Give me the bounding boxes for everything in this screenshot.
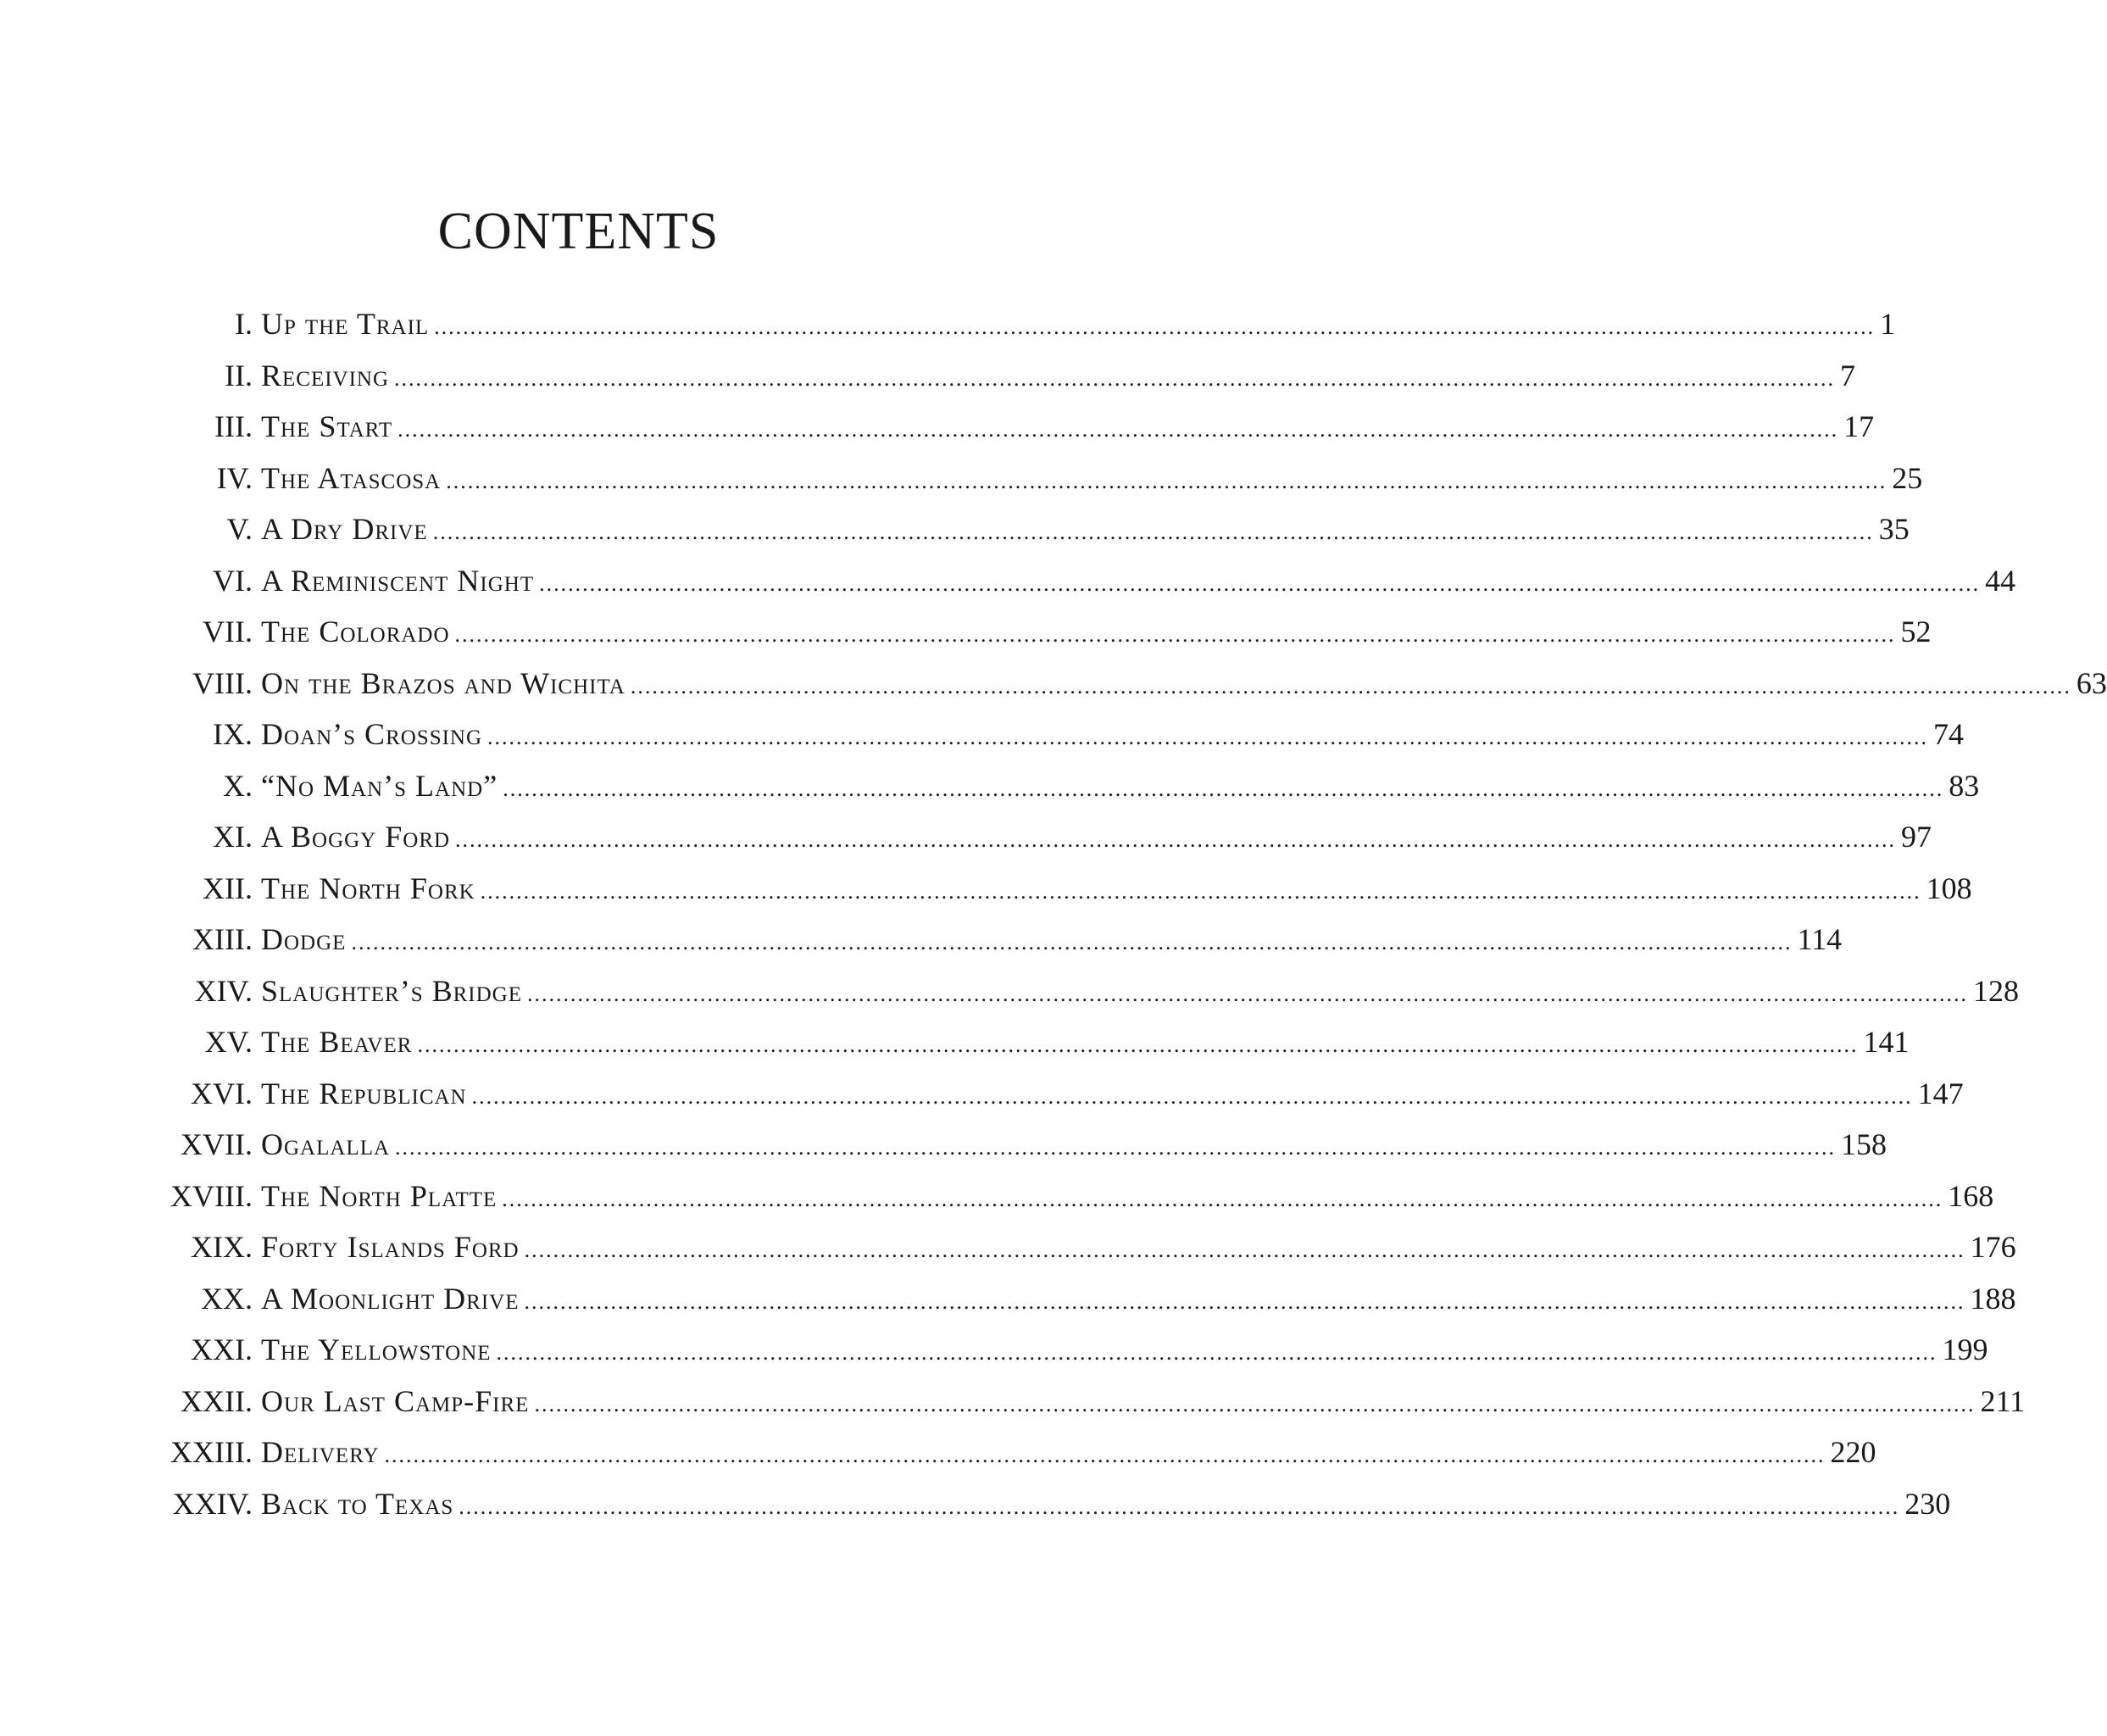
chapter-title: Delivery [261,1435,380,1469]
dot-leader: ........................................................................................................................................................................................................ [480,878,1921,904]
toc-entry-body [261,1432,1876,1476]
page-number: 44 [1985,563,2016,598]
chapter-numeral: XXI. [191,1333,253,1366]
chapter-numeral: X. [223,768,253,803]
chapter-numeral: VI. [213,563,253,598]
toc-entry-body [261,868,1972,912]
toc-entry [0,919,1843,971]
toc-entry [0,663,2107,715]
toc-entry [0,509,1910,560]
page-number: 1 [1880,307,1896,341]
dot-leader: ........................................................................................................................................................................................................ [434,314,1876,339]
dot-leader: ........................................................................................................................................................................................................ [397,417,1839,442]
chapter-title: Forty Islands Ford [261,1230,520,1264]
chapter-numeral: XVI. [191,1076,253,1110]
page-number: 128 [1973,973,2020,1008]
chapter-title: The Start [261,409,393,443]
toc-entry-body [261,406,1875,450]
chapter-numeral: XVIII. [170,1178,253,1213]
dot-leader: ........................................................................................................................................................................................................ [471,1083,1913,1109]
chapter-numeral: XX. [201,1281,253,1316]
toc-entry [0,714,1965,765]
chapter-title: The Beaver [261,1025,413,1059]
toc-entry [0,406,1875,458]
chapter-title: Receiving [261,358,390,392]
chapter-title: The North Fork [261,871,475,905]
dot-leader: ........................................................................................................................................................................................................ [395,1135,1837,1160]
toc-entry-body [261,765,1980,810]
chapter-numeral: II. [225,358,253,392]
chapter-title: Back to Texas [261,1486,454,1521]
page-number: 230 [1904,1486,1951,1521]
toc-entry-body [261,355,1856,399]
chapter-numeral: XIX. [191,1230,253,1264]
chapter-title: Our Last Camp-Fire [261,1383,530,1418]
chapter-title: The North Platte [261,1178,498,1213]
toc-entry [0,303,1896,355]
dot-leader: ........................................................................................................................................................................................................ [503,776,1944,801]
chapter-title: A Boggy Ford [261,820,451,854]
chapter-numeral: V. [226,512,253,546]
toc-entry [0,1073,1964,1125]
toc-entry-body [261,1329,1988,1373]
chapter-numeral: XXIII. [170,1435,253,1469]
chapter-numeral: I. [235,307,253,341]
toc-entry-body [261,560,2016,604]
toc-entry-body [261,458,1923,502]
chapter-title: A Moonlight Drive [261,1281,520,1316]
dot-leader: ........................................................................................................................................................................................................ [502,1186,1943,1211]
chapter-numeral: IV. [216,460,253,495]
toc-entry-body [261,1124,1887,1168]
toc-entry [0,1483,1951,1535]
chapter-numeral: XIV. [194,973,253,1008]
toc-entry [0,355,1856,407]
dot-leader: ........................................................................................................................................................................................................ [455,827,1897,852]
chapter-numeral: XV. [204,1025,253,1059]
page-number: 17 [1843,409,1875,443]
page-number: 211 [1980,1383,2026,1418]
dot-leader: ........................................................................................................................................................................................................ [432,520,1874,544]
toc-entry-body [261,303,1896,348]
chapter-numeral: VII. [203,615,253,648]
chapter-title: Doan’s Crossing [261,717,483,751]
dot-leader: ........................................................................................................................................................................................................ [630,673,2071,698]
table-of-contents [0,303,2107,1534]
dot-leader: ........................................................................................................................................................................................................ [384,1443,1826,1467]
dot-leader: ........................................................................................................................................................................................................ [454,622,1896,647]
page-number: 97 [1901,820,1932,854]
page-number: 52 [1900,615,1932,648]
dot-leader: ........................................................................................................................................................................................................ [534,1391,1976,1416]
toc-entry [0,611,1932,663]
chapter-title: “No Man’s Land” [261,768,498,803]
toc-entry-body [261,1483,1951,1527]
toc-entry [0,1021,1910,1073]
toc-entry-body [261,1176,1994,1220]
toc-entry-body [261,1227,2016,1271]
page-title: CONTENTS [437,203,720,260]
toc-entry-body [261,1073,1964,1117]
toc-entry-body [261,971,2020,1015]
toc-entry-body [261,919,1843,963]
toc-entry-body [261,714,1965,758]
chapter-numeral: XVII. [181,1127,253,1161]
dot-leader: ........................................................................................................................................................................................................ [446,468,1887,493]
chapter-title: The Republican [261,1076,467,1110]
chapter-title: Dodge [261,922,347,956]
toc-entry-body [261,1278,2016,1322]
chapter-numeral: XI. [213,820,253,854]
toc-entry [0,1432,1876,1483]
toc-entry-body [261,1021,1910,1066]
chapter-title: A Reminiscent Night [261,563,535,598]
chapter-title: The Atascosa [261,460,442,495]
toc-entry-body [261,611,1932,655]
page-number: 188 [1970,1281,2016,1316]
toc-entry [0,868,1972,920]
toc-entry [0,765,1980,817]
chapter-title: Up the Trail [261,307,430,341]
chapter-title: On the Brazos and Wichita [261,665,625,700]
chapter-numeral: XII. [203,871,253,905]
dot-leader: ........................................................................................................................................................................................................ [496,1340,1937,1365]
page-number: 158 [1841,1127,1887,1161]
toc-entry [0,560,2016,612]
page-number: 114 [1797,922,1843,956]
chapter-title: A Dry Drive [261,512,428,546]
toc-entry [0,1381,2026,1433]
dot-leader: ........................................................................................................................................................................................................ [524,1238,1965,1262]
chapter-numeral: XXII. [181,1383,253,1418]
toc-entry-body [261,663,2107,707]
toc-entry [0,816,1932,868]
page-number: 220 [1830,1435,1876,1469]
page-number: 147 [1917,1076,1964,1110]
dot-leader: ........................................................................................................................................................................................................ [527,981,1969,1006]
toc-entry [0,1124,1887,1176]
chapter-numeral: III. [214,409,253,443]
chapter-numeral: VIII. [192,665,253,700]
chapter-title: The Yellowstone [261,1333,492,1366]
dot-leader: ........................................................................................................................................................................................................ [539,570,1981,596]
chapter-numeral: XIII. [192,922,253,956]
dot-leader: ........................................................................................................................................................................................................ [394,365,1836,391]
toc-entry [0,1329,1988,1381]
page-number: 74 [1933,717,1965,751]
chapter-numeral: IX. [213,717,253,751]
page-number: 83 [1949,768,1980,803]
toc-entry-body [261,1381,2026,1425]
toc-entry [0,1227,2016,1278]
page-number: 199 [1942,1333,1988,1366]
page-number: 108 [1926,871,1972,905]
toc-entry [0,1278,2016,1330]
dot-leader: ........................................................................................................................................................................................................ [524,1288,1965,1314]
toc-entry [0,1176,1994,1227]
page-number: 168 [1948,1178,1994,1213]
toc-entry-body [261,509,1910,553]
chapter-title: Slaughter’s Bridge [261,973,523,1008]
dot-leader: ........................................................................................................................................................................................................ [487,725,1929,749]
page-number: 63 [2076,665,2107,700]
page-number: 25 [1892,460,1923,495]
chapter-title: Ogalalla [261,1127,391,1161]
page-number: 35 [1878,512,1910,546]
chapter-title: The Colorado [261,615,450,648]
chapter-numeral: XXIV. [172,1486,253,1521]
dot-leader: ........................................................................................................................................................................................................ [459,1494,1900,1519]
page-number: 176 [1970,1230,2016,1264]
toc-entry [0,458,1923,509]
toc-entry [0,971,2020,1022]
dot-leader: ........................................................................................................................................................................................................ [417,1032,1859,1057]
dot-leader: ........................................................................................................................................................................................................ [351,930,1793,954]
page-number: 141 [1863,1025,1910,1059]
toc-entry-body [261,816,1932,860]
page-number: 7 [1840,358,1856,392]
